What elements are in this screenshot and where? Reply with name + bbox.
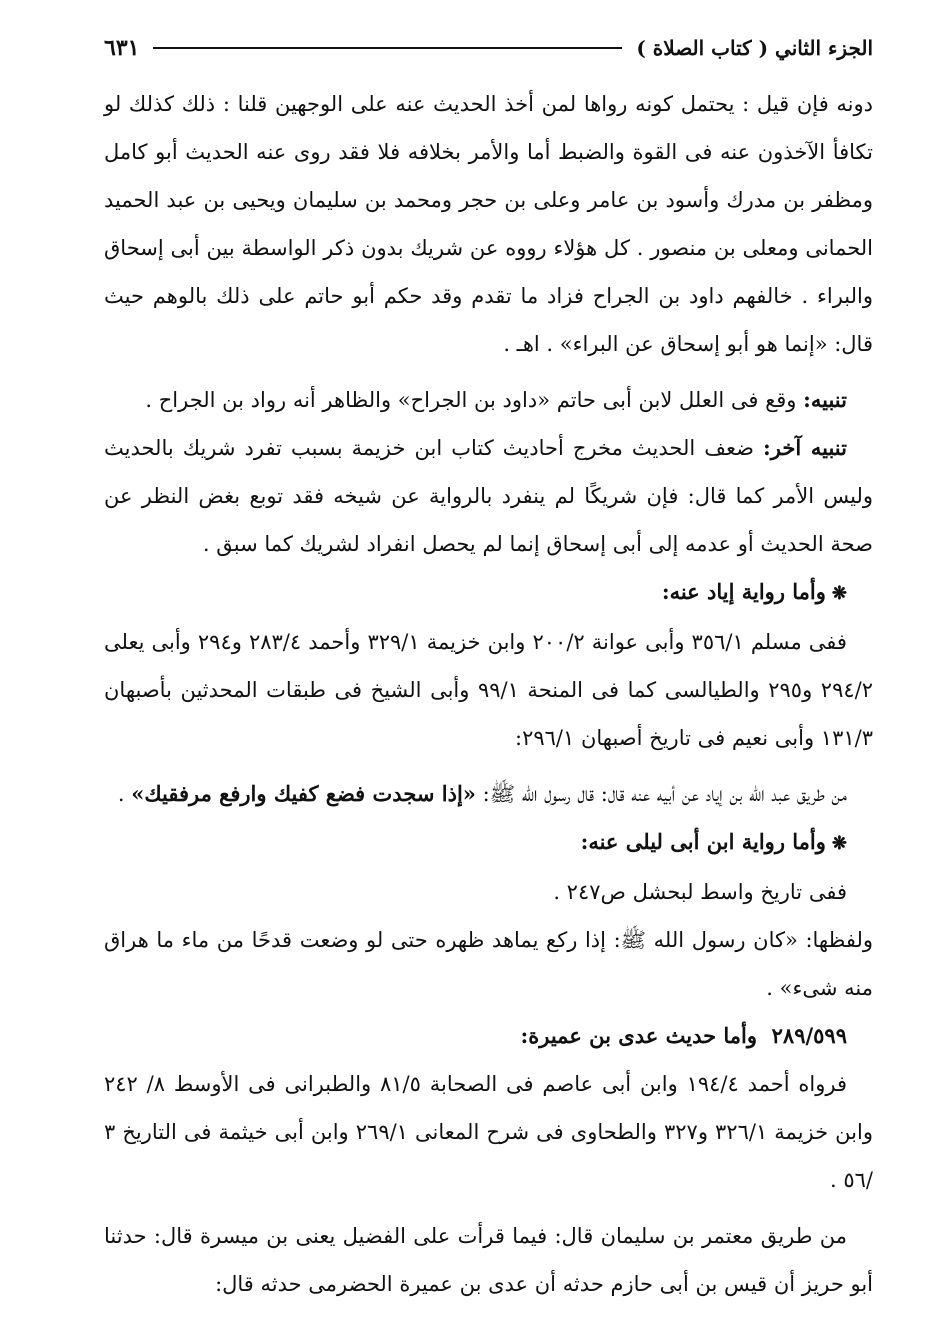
star-ornament-icon: ❋ [831, 833, 847, 854]
star-ornament-icon: ❋ [831, 583, 847, 604]
running-header [104, 30, 873, 66]
paragraph-adi-sources [104, 1060, 873, 1204]
paragraph-ibn-abi-layla-sources [104, 868, 873, 916]
paragraph-text: فرواه أحمد ١٩٤/٤ وابن أبى عاصم فى الصحابة ٨١/٥ والطبرانى فى الأوسط ٨/ ٢٤٢ وابن خزيمة ٣٢٦/١ و٣٢٧ والطحاوى فى شرح المعانى ٢٦٩/١ وابن أبى خيثمة فى التاريخ ٣ /٥٦ . [104, 1072, 873, 1192]
hadith-end: . [117, 782, 132, 806]
body-text [104, 80, 873, 1308]
heading-text: وأما رواية إياد عنه: [661, 579, 826, 604]
paragraph-ibn-abi-layla-wording [104, 916, 873, 1012]
paragraph-discussion [104, 80, 873, 368]
heading-text: وأما حديث عدى بن عميرة: [520, 1023, 758, 1048]
paragraph-iyad-sources [104, 618, 873, 762]
note-lead: تنبيه: [803, 387, 847, 412]
heading-text: وأما رواية ابن أبى ليلى عنه: [580, 829, 826, 854]
paragraph-text: من طريق معتمر بن سليمان قال: فيما قرأت على الفضيل يعنى بن ميسرة قال: حدثنا أبو حريز أن قيس بن أبى حازم حدثه أن عدى بن عميرة الحضرمى حدثه قال: [104, 1224, 873, 1296]
paragraph-adi-chain [104, 1212, 873, 1308]
paragraph-text: ولفظها: «كان رسول الله ﷺ: إذا ركع يماهد ظهره حتى لو وضعت قدحًا من ماء ما هراق منه شىء» . [104, 928, 873, 1000]
note-lead: تنبيه آخر: [763, 435, 847, 460]
hadith-matn: «إذا سجدت فضع كفيك وارفع مرفقيك» [131, 781, 476, 806]
paragraph-another-note [104, 424, 873, 568]
header-title: الجزء الثاني ( كتاب الصلاة ) [636, 36, 873, 60]
hadith-chain: من طريق عبد الله بن إياد عن أبيه عنه قال: قال رسول الله ﷺ: [475, 782, 847, 806]
paragraph-text: ففى مسلم ٣٥٦/١ وأبى عوانة ٢٠٠/٢ وابن خزيمة ٣٢٩/١ وأحمد ٢٨٣/٤ و٢٩٤ وأبى يعلى ٢٩٤/٢ و٢٩٥ والطيالسى كما فى المنحة ٩٩/١ وأبى الشيخ فى طبقات المحدثين بأصبهان ١٣١/٣ وأبى نعيم فى تاريخ أصبهان ٢٩٦/١: [104, 630, 873, 750]
paragraph-note [104, 376, 873, 424]
paragraph-iyad-hadith [104, 770, 873, 818]
hadith-number: ٢٨٩/٥٩٩ [771, 1023, 847, 1048]
section-heading-ibn-abi-layla [104, 818, 873, 868]
section-heading-adi [104, 1012, 873, 1060]
paragraph-text: دونه فإن قيل : يحتمل كونه رواها لمن أخذ الحديث عنه على الوجهين قلنا : ذلك كذلك لو تكافأ الآخذون عنه فى القوة والضبط أما والأمر بخلافه فلا فقد روى عنه الحديث أبو كامل ومظفر بن مدرك وأسود بن عامر وعلى بن حجر ومحمد بن سليمان ويحيى بن عبد الحميد الحمانى ومعلى بن منصور . كل هؤلاء رووه عن شريك بدون ذكر الواسطة بين أبى إسحاق والبراء . خالفهم داود بن الجراح فزاد ما تقدم وقد حكم أبو حاتم على ذلك بالوهم حيث قال: «إنما هو أبو إسحاق عن البراء» . اهـ . [104, 92, 873, 356]
section-heading-iyad [104, 568, 873, 618]
header-rule [153, 47, 622, 49]
paragraph-text: ضعف الحديث مخرج أحاديث كتاب ابن خزيمة بسبب تفرد شريك بالحديث وليس الأمر كما قال: فإن شريكًا لم ينفرد بالرواية عن شيخه فقد توبع بغض النظر عن صحة الحديث أو عدمه إلى أبى إسحاق إنما لم يحصل انفراد لشريك كما سبق . [104, 436, 873, 556]
paragraph-text: ففى تاريخ واسط لبحشل ص٢٤٧ . [553, 880, 847, 904]
paragraph-text: وقع فى العلل لابن أبى حاتم «داود بن الجراح» والظاهر أنه رواد بن الجراح . [145, 388, 804, 412]
page-number: ٦٣١ [104, 35, 140, 61]
